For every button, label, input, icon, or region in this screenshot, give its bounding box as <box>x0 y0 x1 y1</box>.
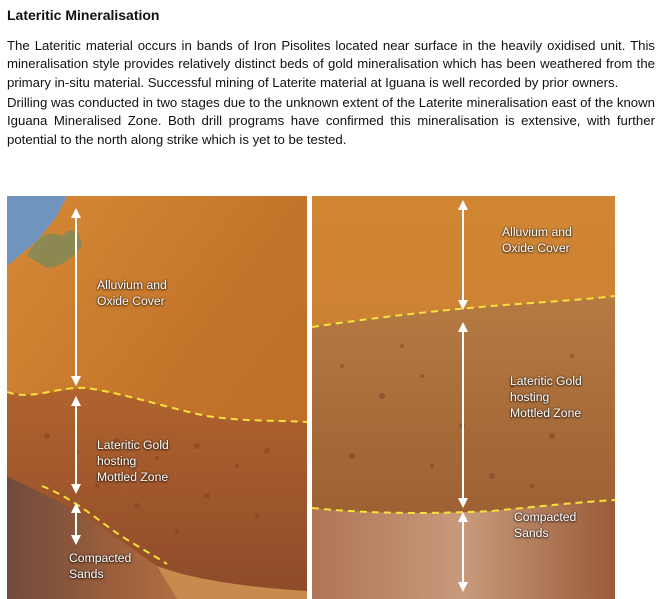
label-mottled-zone: Lateritic Gold hosting Mottled Zone <box>510 374 582 420</box>
label-cover: Alluvium and Oxide Cover <box>502 225 572 255</box>
trench-photo-left <box>7 196 307 599</box>
trench-photo-right <box>312 196 615 599</box>
label-mottled-zone: Lateritic Gold hosting Mottled Zone <box>97 438 169 484</box>
paragraph-1: The Lateritic material occurs in bands of Iron Pisolites located near surface in the heavily oxidised unit. This mineralisation style provides relatively distinct beds of gold mineralisation which has been weathered from the primary in-situ material. Successful mining of Laterite material at Iguana is well recorded by prior owners. <box>7 38 655 90</box>
paragraph-2: Drilling was conducted in two stages due to the unknown extent of the Laterite mineralisation east of the known Iguana Mineralised Zone. Both drill programs have confirmed this mineralisation is extensive, with further potential to the north along strike which is yet to be tested. <box>7 95 655 147</box>
section-heading: Lateritic Mineralisation <box>7 7 160 23</box>
label-compacted-sands: Compacted Sands <box>514 510 577 540</box>
label-compacted-sands: Compacted Sands <box>69 551 132 581</box>
label-cover: Alluvium and Oxide Cover <box>97 278 167 308</box>
